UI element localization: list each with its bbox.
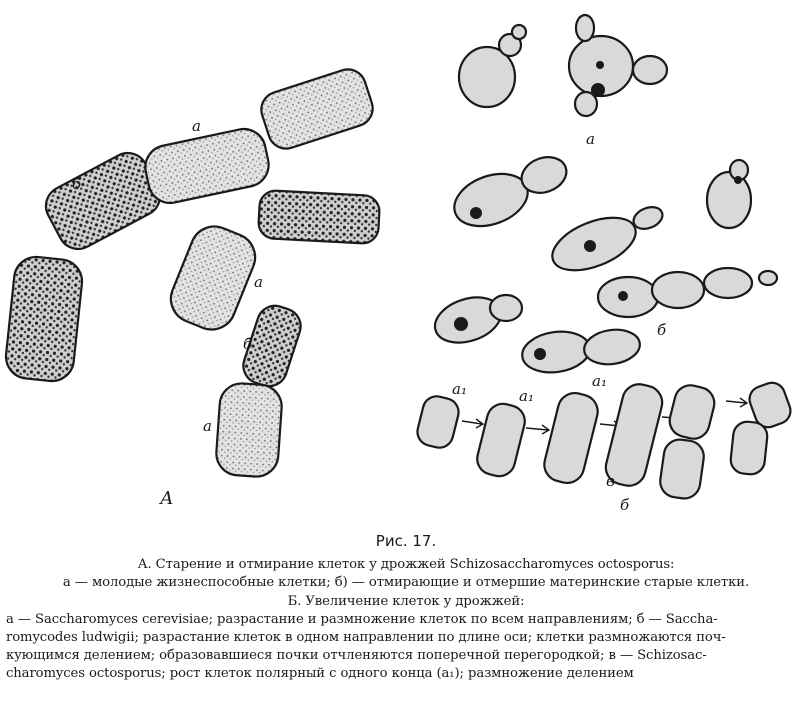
label-a1: а₁ [519,387,534,405]
rod-cell [658,437,706,500]
rod-cell [666,382,717,442]
label-a: а [586,130,595,148]
arrow [462,419,483,428]
bud [633,56,667,84]
label-a1: а₁ [452,380,467,398]
cell-vacuole [618,291,628,301]
cell-vacuole [534,348,546,360]
young-cell [257,65,378,154]
panel-b-v-cells [414,372,794,514]
arrow [526,425,549,434]
elongated-cell [704,268,752,298]
elongated-cell [520,327,593,376]
bud [512,25,526,39]
caption-line: charomyces octosporus; рост клеток полярный с одного конца (а₁); размножение делением [6,666,634,682]
elongated-cell [490,295,522,321]
dying-cell [258,190,380,244]
caption-line: romycodes ludwigii; разрастание клеток в одном направлении по длине оси; клетки размножаются поч- [6,630,726,646]
panel-a-label: А [160,488,174,509]
label-a: а [203,417,212,435]
caption-line: А. Старение и отмирание клеток у дрожжей Schizosaccharomyces octosporus: [137,557,675,573]
figure-caption [0,532,812,684]
label-b: б [72,175,82,193]
rod-cell [474,400,528,479]
cell-vacuole [470,207,482,219]
rod-cell [729,420,768,475]
label-v: в [606,472,615,490]
label-b: б [243,335,253,353]
cell-vacuole [584,240,596,252]
label-a1: а₁ [592,372,607,390]
caption-line: Б. Увеличение клеток у дрожжей: [287,593,525,609]
panel-a-cells [4,65,380,509]
caption-line: кующимся делением; образовавшиеся почки отчленяются поперечной перегородкой; в — Schizosac- [6,648,707,664]
label-a: а [254,273,263,291]
caption-title: Рис. 17. [375,532,437,550]
old-cell [4,255,84,383]
cell-vacuole [734,176,742,184]
label-a: а [192,117,201,135]
label-b: б [657,321,667,339]
rod-cell [541,389,602,486]
rod-cell [414,393,461,450]
young-cell [141,125,272,207]
bud [759,271,777,285]
label-b: б [620,496,630,514]
arrow [726,398,747,407]
bud [575,92,597,116]
elongated-cell [598,277,658,317]
cell-vacuole [596,61,604,69]
panel-b-b-cells [429,151,777,376]
bud [576,15,594,41]
cell-vacuole [591,83,605,97]
panel-b-a-cells [459,15,667,148]
elongated-cell [707,172,751,228]
elongated-cell [582,326,642,367]
caption-line: а — молодые жизнеспособные клетки; б) — отмирающие и отмершие материнские старые клетки. [62,575,750,591]
young-cell [164,219,263,336]
cell-vacuole [454,317,468,331]
caption-line: а — Saccharomyces cerevisiae; разрастание и размножение клеток по всем направлениям; б — Saccha- [6,611,718,627]
young-cell [215,382,283,478]
elongated-cell [652,272,704,308]
